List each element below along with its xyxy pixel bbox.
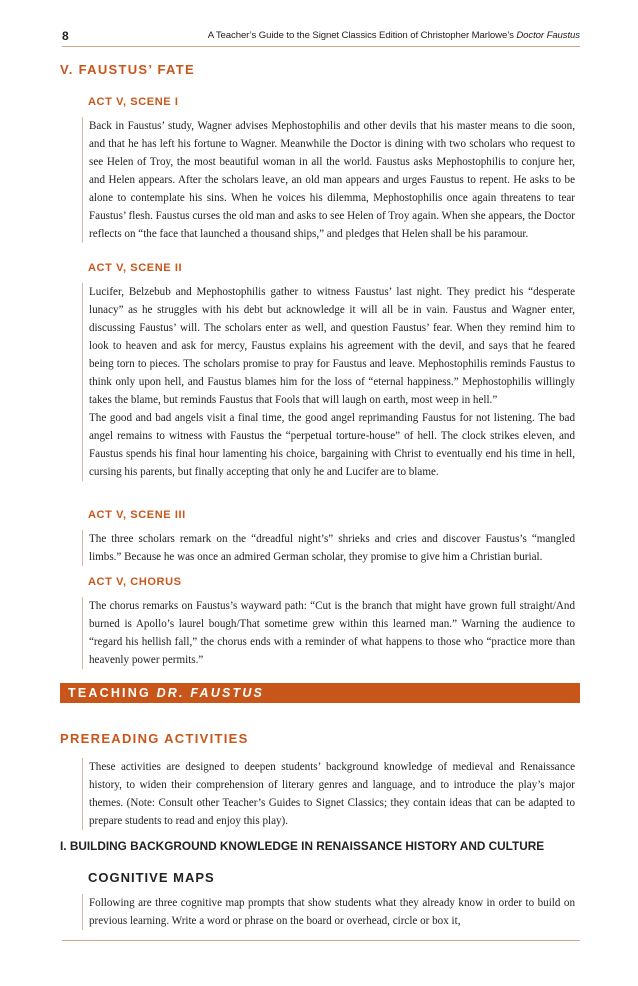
teaching-banner-title	[68, 686, 264, 700]
scene-heading: ACT V, SCENE III	[88, 509, 186, 521]
teaching-banner-italic: DR. FAUSTUS	[156, 686, 265, 700]
footer-rule	[62, 940, 580, 941]
prereading-title: PREREADING ACTIVITIES	[60, 731, 249, 746]
running-head	[208, 30, 580, 41]
teaching-banner-prefix: TEACHING	[68, 686, 157, 700]
page-header	[62, 24, 580, 44]
header-rule	[62, 46, 580, 47]
scene-summary: The good and bad angels visit a final time, the good angel reprimanding Faustus for not listening. The bad angel remains to witness with Faustus the “perpetual torture-house” of hell. The clock strikes eleven, and Faustus spends his final hour lamenting his choice, bargaining with Christ to eventually end his time in hell, cursing his parents, but finally accepting that only he and Lucifer are to blame.	[82, 409, 575, 481]
scene-summary: The chorus remarks on Faustus’s wayward path: “Cut is the branch that might have grown full straight/And burned is Apollo’s laurel bough/That sometime grew within this learned man.” Warning the audience to “regard his hellish fall,” the chorus ends with a reminder of what happens to those who “practice more than heavenly power permits.”	[82, 597, 575, 669]
section-title: V. FAUSTUS’ FATE	[60, 62, 195, 77]
cognitive-maps-paragraph: Following are three cognitive map prompts that show students what they already know in order to build on previous learning. Write a word or phrase on the board or overhead, circle or box it,	[82, 894, 575, 930]
scene-summary: The three scholars remark on the “dreadful night’s” shrieks and cries and discover Faustus’s “mangled limbs.” Because he was once an admired German scholar, they promise to give him a Christian burial.	[82, 530, 575, 566]
scene-summary: Back in Faustus’ study, Wagner advises Mephostophilis and other devils that his master means to die soon, and that he has left his fortune to Wagner. Meanwhile the Doctor is dining with two scholars who request to see Helen of Troy, the most beautiful woman in all the world. Faustus asks Mephostophilis to conjure her, and Helen appears. After the scholars leave, an old man appears and urges Faustus to repent. He asks to be alone to contemplate his sins. When he voices his dilemma, Mephostophilis once again threatens to tear Faustus’ flesh. Faustus curses the old man and asks to see Helen of Troy again. When she appears, the Doctor reflects on “the face that launched a thousand ships,” and pledges that Helen shall be his paramour.	[82, 117, 575, 243]
scene-heading: ACT V, CHORUS	[88, 576, 182, 588]
scene-heading: ACT V, SCENE II	[88, 262, 183, 274]
building-heading: I. BUILDING BACKGROUND KNOWLEDGE IN RENAISSANCE HISTORY AND CULTURE	[60, 839, 545, 853]
page-number: 8	[62, 29, 69, 43]
running-head-text: A Teacher’s Guide to the Signet Classics Edition of Christopher Marlowe’s	[207, 30, 517, 41]
prereading-paragraph: These activities are designed to deepen students’ background knowledge of medieval and Renaissance history, to widen their comprehension of literary genres and language, and to introduce the play’s major themes. (Note: Consult other Teacher’s Guides to Signet Classics; they contain ideas that can be adapted to prepare students to read and enjoy this play).	[82, 758, 575, 830]
running-head-title: Doctor Faustus	[516, 30, 580, 41]
scene-summary: Lucifer, Belzebub and Mephostophilis gather to witness Faustus’ last night. They predict his “desperate lunacy” as he struggles with his debt but acknowledge it will all be in vain. Faustus and Wagner enter, discussing Faustus’ will. The scholars enter as well, and question Faustus’ fear. When they remind him to look to heaven and ask for mercy, Faustus explains his agreement with the devil, and says that he feared being torn to pieces. The scholars promise to pray for Faustus and leave. Mephostophilis reminds Faustus to think only upon hell, and Faustus blames him for the loss of “eternal happiness.” Mephostophilis willingly takes the blame, but reminds Faustus that Fools that will laugh on earth, most weep in hell.”	[82, 283, 575, 409]
cognitive-maps-heading: COGNITIVE MAPS	[88, 870, 215, 885]
scene-heading: ACT V, SCENE I	[88, 96, 179, 108]
teaching-banner	[60, 683, 580, 703]
